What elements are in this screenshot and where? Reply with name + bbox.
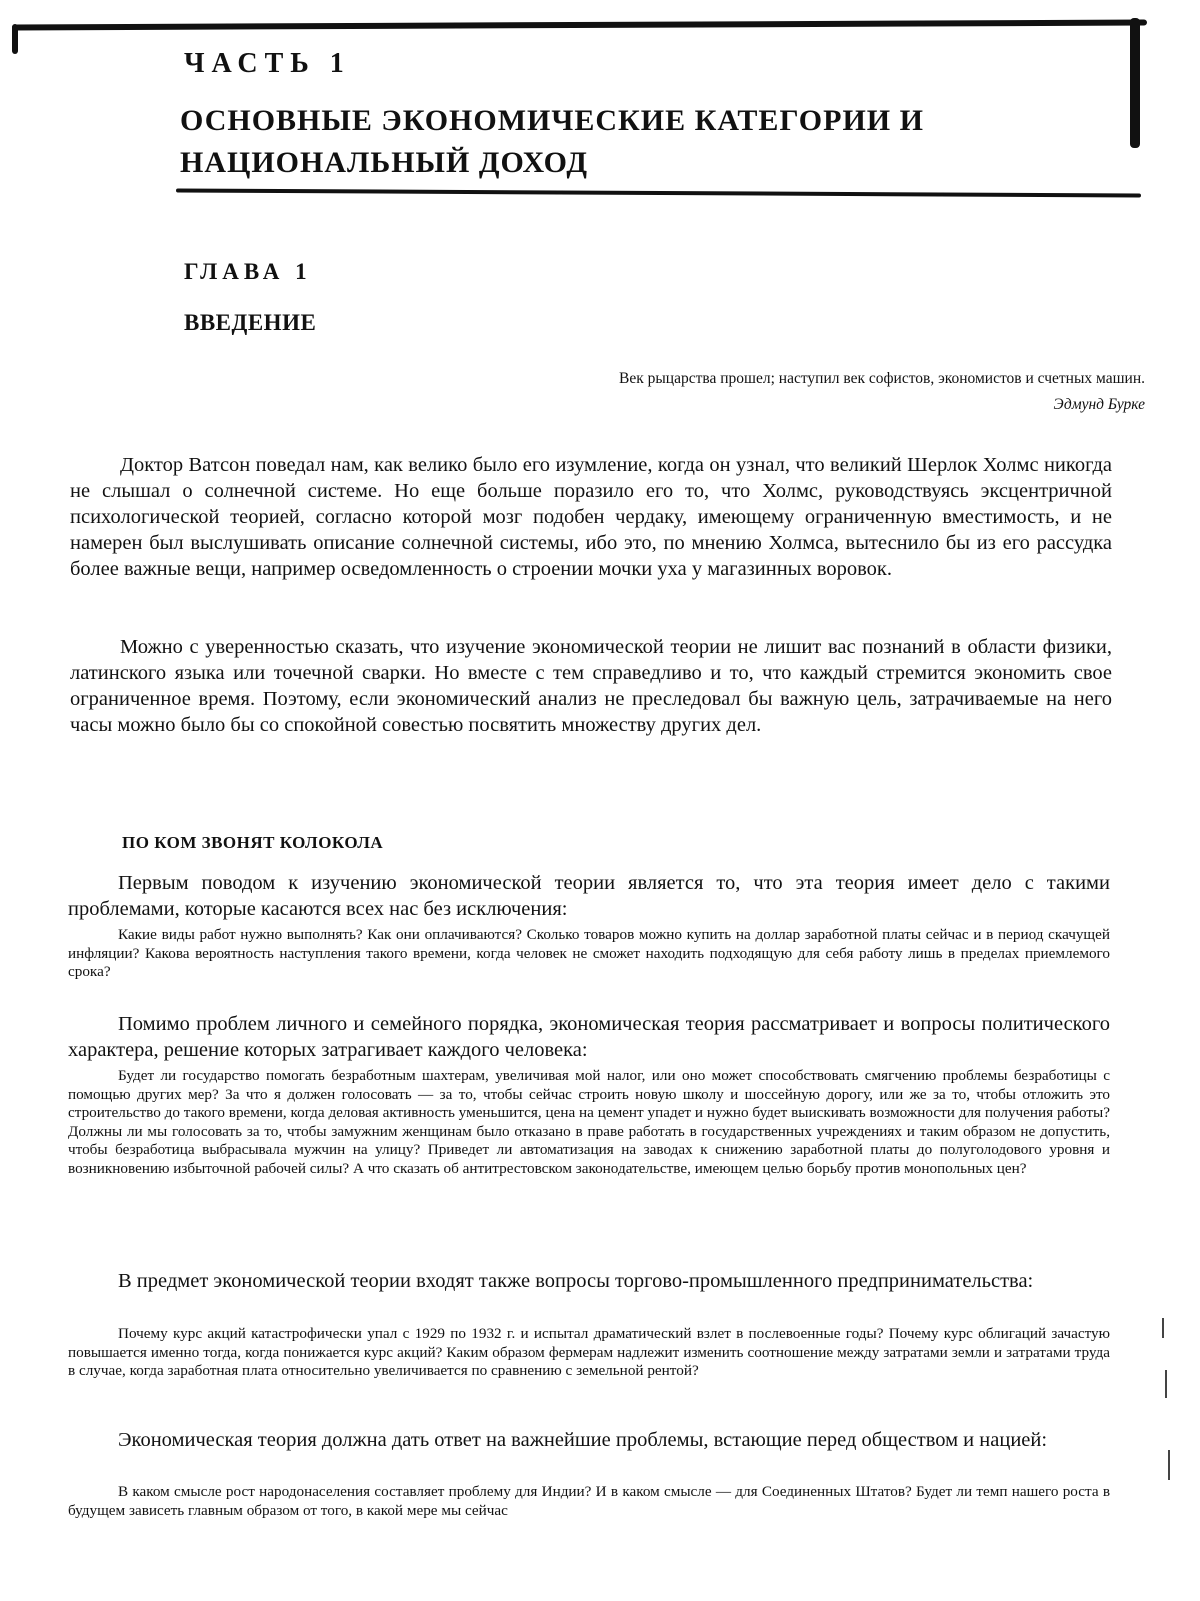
part-title: ОСНОВНЫЕ ЭКОНОМИЧЕСКИЕ КАТЕГОРИИ И НАЦИОНАЛЬНЫЙ ДОХОД xyxy=(180,104,924,179)
epigraph xyxy=(300,366,1145,418)
question-block-1: Какие виды работ нужно выполнять? Как они оплачиваются? Сколько товаров можно купить на доллар заработной платы сейчас и в период скачущей инфляции? Какова вероятность наступления такого времени, когда человек не сможет находить подходящую для себя работу лишь в пределах приемлемого срока? xyxy=(68,926,1110,980)
margin-mark xyxy=(1165,1370,1167,1398)
margin-mark xyxy=(1162,1318,1164,1338)
paragraph-3: Первым поводом к изучению экономической теории является то, что эта теория имеет дело с такими проблемами, которые касаются всех нас без исключения: xyxy=(68,872,1110,920)
question-block-3: Почему курс акций катастрофически упал с 1929 по 1932 г. и испытал драматический взлет в послевоенные годы? Почему курс облигаций зачастую повышается именно тогда, когда понижается курс акций? Каким образом фермерам надлежит изменить соотношение между затратами земли и затратами труда в случае, когда заработная плата относительно увеличивается по сравнению с земельной рентой? xyxy=(68,1325,1110,1379)
question-block-4: В каком смысле рост народонаселения составляет проблему для Индии? И в каком смысле — для Соединенных Штатов? Будет ли темп нашего роста в будущем зависеть главным образом от того, в какой мере мы сейчас xyxy=(68,1483,1110,1519)
paragraph-1: Доктор Ватсон поведал нам, как велико было его изумление, когда он узнал, что великий Шерлок Холмс никогда не слышал о солнечной системе. Но еще больше поразило его то, что Холмс, руководствуясь эксцентричной психологической теорией, согласно которой мозг подобен чердаку, имеющему ограниченную вместимость, и не намерен был выслушивать описание солнечной системы, ибо это, по мнению Холмса, вытеснило бы из его рассудка более важные вещи, например осведомленность о строении мочки уха у магазинных воровок. xyxy=(70,454,1112,580)
scan-border-right xyxy=(1130,18,1140,148)
section-heading: ПО КОМ ЗВОНЯТ КОЛОКОЛА xyxy=(122,833,384,852)
margin-mark xyxy=(1168,1450,1170,1480)
chapter-title: ВВЕДЕНИЕ xyxy=(184,310,317,335)
paragraph-2: Можно с уверенностью сказать, что изучение экономической теории не лишит вас познаний в области физики, латинского языка или точечной сварки. Но вместе с тем справедливо и то, что каждый стремится экономить свое ограниченное время. Поэтому, если экономический анализ не преследовал бы важную цель, затрачиваемые на него часы можно было бы со спокойной совестью посвятить множеству других дел. xyxy=(70,636,1112,736)
scan-border-top xyxy=(12,20,1147,31)
paragraph-6: Экономическая теория должна дать ответ на важнейшие проблемы, встающие перед обществом и нацией: xyxy=(118,1429,1048,1451)
scan-border-left xyxy=(12,24,18,54)
question-block-2: Будет ли государство помогать безработным шахтерам, увеличивая мой налог, или оно может способствовать смягчению проблемы безработицы с помощью других мер? За что я должен голосовать — за то, чтобы сейчас строить новую школу и шоссейную дорогу, или же за то, чтобы отложить это строительство до такого времени, когда деловая активность уменьшится, цена на цемент упадет и нужно будет выискивать возможности для получения работы? Должны ли мы голосовать за то, чтобы замужним женщинам было отказано в праве работать в государственных учреждениях и таким образом не допустить, чтобы безработица выбрасывала мужчин на улицу? Приведет ли автоматизация на заводах к снижению заработной платы до полуголодового уровня и возникновению избыточной рабочей силы? А что сказать об антитрестовском законодательстве, имеющем целью борьбу против монопольных цен? xyxy=(68,1067,1110,1177)
paragraph-4: Помимо проблем личного и семейного порядка, экономическая теория рассматривает и вопросы политического характера, решение которых затрагивает каждого человека: xyxy=(68,1013,1110,1061)
header-divider xyxy=(176,188,1141,197)
epigraph-text: Век рыцарства прошел; наступил век софистов, экономистов и счетных машин. xyxy=(619,370,1145,387)
part-label: ЧАСТЬ 1 xyxy=(184,48,351,79)
chapter-label: ГЛАВА 1 xyxy=(184,259,312,284)
epigraph-author: Эдмунд Бурке xyxy=(1053,396,1145,413)
paragraph-5: В предмет экономической теории входят также вопросы торгово-промышленного предпринимательства: xyxy=(118,1270,1034,1292)
